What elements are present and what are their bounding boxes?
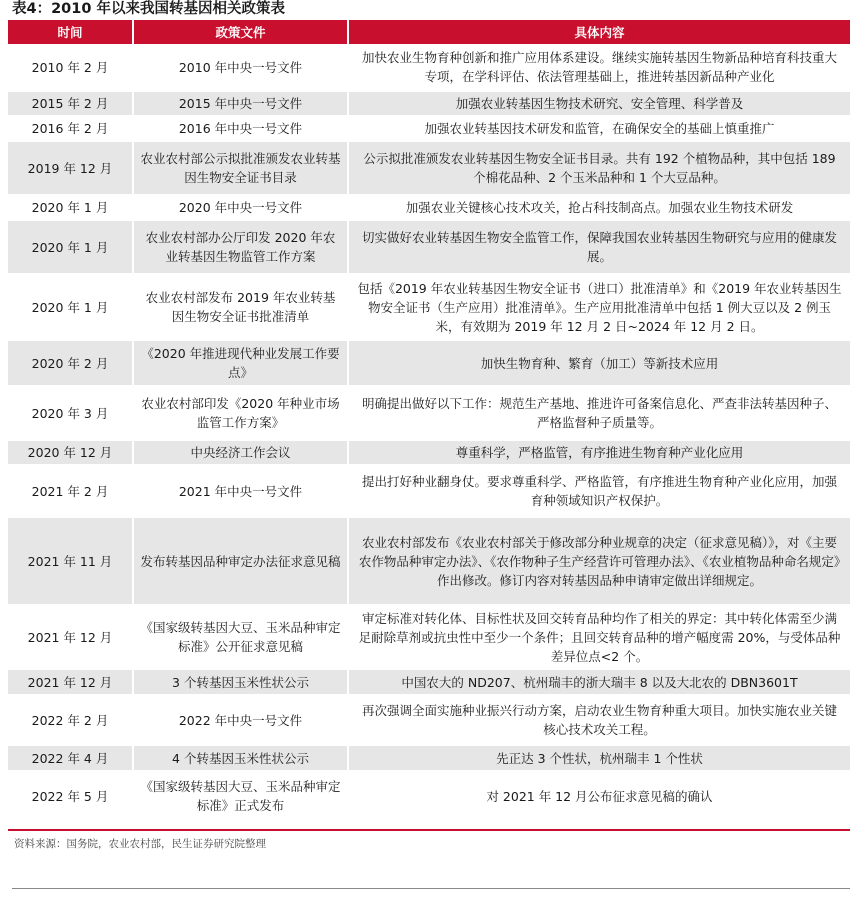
cell-time: 2021 年 12 月 (8, 670, 134, 696)
cell-content: 再次强调全面实施种业振兴行动方案，启动农业生物育种重大项目。加快实施农业关键核心技术攻关工程。 (349, 696, 850, 746)
cell-time: 2021 年 2 月 (8, 466, 134, 518)
table-row (8, 275, 850, 341)
cell-policy-document: 农业农村部办公厅印发 2020 年农业转基因生物监管工作方案 (134, 221, 349, 275)
cell-content: 加快生物育种、繁育（加工）等新技术应用 (349, 341, 850, 387)
cell-policy-document: 《国家级转基因大豆、玉米品种审定标准》正式发布 (134, 772, 349, 822)
cell-content: 审定标准对转化体、目标性状及回交转育品种均作了相关的界定：其中转化体需至少满足耐除草剂或抗虫性中至少一个条件；且回交转育品种的增产幅度需 20%，与受体品种差异位点<2 个。 (349, 606, 850, 670)
table-row (8, 606, 850, 670)
cell-content: 加强农业转基因生物技术研究、安全管理、科学普及 (349, 92, 850, 117)
cell-time: 2021 年 11 月 (8, 518, 134, 606)
cell-time: 2016 年 2 月 (8, 117, 134, 142)
policy-table (8, 20, 850, 822)
cell-policy-document: 农业农村部发布 2019 年农业转基因生物安全证书批准清单 (134, 275, 349, 341)
cell-policy-document: 2022 年中央一号文件 (134, 696, 349, 746)
cell-content: 尊重科学，严格监管，有序推进生物育种产业化应用 (349, 441, 850, 466)
cell-content: 明确提出做好以下工作：规范生产基地、推进许可备案信息化、严查非法转基因种子、严格监督种子质量等。 (349, 387, 850, 441)
cell-time: 2019 年 12 月 (8, 142, 134, 196)
cell-time: 2020 年 1 月 (8, 275, 134, 341)
cell-time: 2020 年 1 月 (8, 196, 134, 221)
table-row (8, 44, 850, 92)
cell-policy-document: 2021 年中央一号文件 (134, 466, 349, 518)
cell-content: 提出打好种业翻身仗。要求尊重科学、严格监管，有序推进生物育种产业化应用，加强育种领域知识产权保护。 (349, 466, 850, 518)
header-content: 具体内容 (349, 20, 850, 44)
cell-policy-document: 3 个转基因玉米性状公示 (134, 670, 349, 696)
cell-time: 2021 年 12 月 (8, 606, 134, 670)
table-row (8, 341, 850, 387)
cell-time: 2020 年 3 月 (8, 387, 134, 441)
cell-time: 2022 年 4 月 (8, 746, 134, 772)
table-row (8, 746, 850, 772)
table-row (8, 117, 850, 142)
table-row (8, 670, 850, 696)
cell-policy-document: 2010 年中央一号文件 (134, 44, 349, 92)
cell-policy-document: 发布转基因品种审定办法征求意见稿 (134, 518, 349, 606)
cell-policy-document: 2016 年中央一号文件 (134, 117, 349, 142)
cell-content: 包括《2019 年农业转基因生物安全证书（进口）批准清单》和《2019 年农业转基因生物安全证书（生产应用）批准清单》。生产应用批准清单中包括 1 例大豆以及 2 例玉米，有效期为 2019 年 12 月 2 日~2024 年 12 月 2 日。 (349, 275, 850, 341)
table-row (8, 466, 850, 518)
footer-divider (12, 888, 850, 889)
table-row (8, 92, 850, 117)
cell-content: 对 2021 年 12 月公布征求意见稿的确认 (349, 772, 850, 822)
cell-policy-document: 农业农村部公示拟批准颁发农业转基因生物安全证书目录 (134, 142, 349, 196)
table-header-row (8, 20, 850, 44)
cell-policy-document: 2015 年中央一号文件 (134, 92, 349, 117)
cell-content: 农业农村部发布《农业农村部关于修改部分种业规章的决定（征求意见稿）》，对《主要农作物品种审定办法》、《农作物种子生产经营许可管理办法》、《农业植物品种命名规定》作出修改。修订内容对转基因品种申请审定做出详细规定。 (349, 518, 850, 606)
table-bottom-rule (8, 829, 850, 831)
table-row (8, 221, 850, 275)
cell-content: 加快农业生物育种创新和推广应用体系建设。继续实施转基因生物新品种培育科技重大专项，在学科评估、依法管理基础上，推进转基因新品种产业化 (349, 44, 850, 92)
table-row (8, 142, 850, 196)
table-row (8, 196, 850, 221)
cell-content: 中国农大的 ND207、杭州瑞丰的浙大瑞丰 8 以及大北农的 DBN3601T (349, 670, 850, 696)
table-row (8, 772, 850, 822)
cell-policy-document: 4 个转基因玉米性状公示 (134, 746, 349, 772)
cell-content: 切实做好农业转基因生物安全监管工作，保障我国农业转基因生物研究与应用的健康发展。 (349, 221, 850, 275)
cell-policy-document: 《国家级转基因大豆、玉米品种审定标准》公开征求意见稿 (134, 606, 349, 670)
table-title: 表4：2010 年以来我国转基因相关政策表 (12, 1, 285, 17)
cell-content: 加强农业关键核心技术攻关，抢占科技制高点。加强农业生物技术研发 (349, 196, 850, 221)
cell-time: 2020 年 1 月 (8, 221, 134, 275)
cell-time: 2010 年 2 月 (8, 44, 134, 92)
table-row (8, 441, 850, 466)
source-note: 资料来源：国务院，农业农村部，民生证券研究院整理 (14, 838, 266, 850)
table-row (8, 387, 850, 441)
cell-content: 加强农业转基因技术研发和监管，在确保安全的基础上慎重推广 (349, 117, 850, 142)
cell-policy-document: 中央经济工作会议 (134, 441, 349, 466)
cell-content: 公示拟批准颁发农业转基因生物安全证书目录。共有 192 个植物品种，其中包括 189 个棉花品种、2 个玉米品种和 1 个大豆品种。 (349, 142, 850, 196)
header-time: 时间 (8, 20, 134, 44)
cell-time: 2022 年 2 月 (8, 696, 134, 746)
table-row (8, 696, 850, 746)
cell-time: 2020 年 2 月 (8, 341, 134, 387)
cell-time: 2022 年 5 月 (8, 772, 134, 822)
cell-content: 先正达 3 个性状，杭州瑞丰 1 个性状 (349, 746, 850, 772)
table-row (8, 518, 850, 606)
cell-time: 2020 年 12 月 (8, 441, 134, 466)
cell-time: 2015 年 2 月 (8, 92, 134, 117)
cell-policy-document: 《2020 年推进现代种业发展工作要点》 (134, 341, 349, 387)
cell-policy-document: 农业农村部印发《2020 年种业市场监管工作方案》 (134, 387, 349, 441)
header-policy-document: 政策文件 (134, 20, 349, 44)
cell-policy-document: 2020 年中央一号文件 (134, 196, 349, 221)
